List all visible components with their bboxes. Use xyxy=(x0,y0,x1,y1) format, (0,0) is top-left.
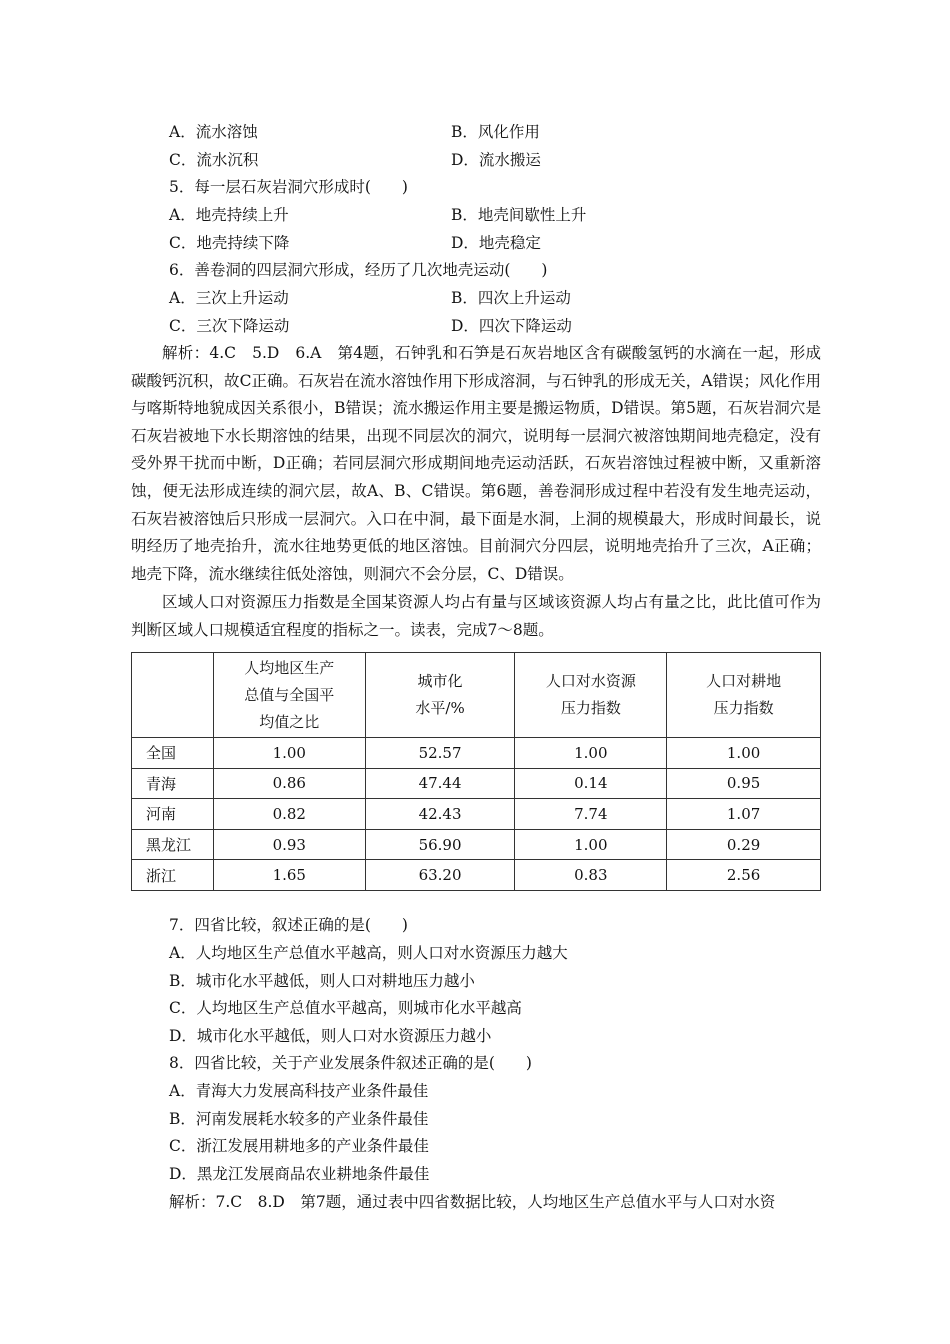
row-region: 河南 xyxy=(132,799,214,830)
table-row xyxy=(132,738,821,769)
q8-option-a: A．青海大力发展高科技产业条件最佳 xyxy=(169,1082,429,1100)
q7-option-c: C．人均地区生产总值水平越高，则城市化水平越高 xyxy=(169,999,522,1017)
header-water-pressure: 人口对水资源 压力指数 xyxy=(515,653,667,738)
row-region: 浙江 xyxy=(132,860,214,891)
q7-option-b: B．城市化水平越低，则人口对耕地压力越小 xyxy=(169,972,475,990)
row-region: 黑龙江 xyxy=(132,829,214,860)
header-empty xyxy=(132,653,214,738)
q5-option-b: B．地壳间歇性上升 xyxy=(451,206,587,224)
cell-farmland-pressure: 0.95 xyxy=(667,768,821,799)
cell-farmland-pressure: 0.29 xyxy=(667,829,821,860)
cell-farmland-pressure: 1.07 xyxy=(667,799,821,830)
table-header-row xyxy=(132,653,821,738)
q6-option-b: B．四次上升运动 xyxy=(451,289,571,307)
cell-urbanization: 42.43 xyxy=(365,799,515,830)
table-row xyxy=(132,799,821,830)
cell-urbanization: 56.90 xyxy=(365,829,515,860)
q6-option-a: A．三次上升运动 xyxy=(169,289,289,307)
cell-gdp-ratio: 0.82 xyxy=(213,799,365,830)
q8-option-c: C．浙江发展用耕地多的产业条件最佳 xyxy=(169,1137,429,1155)
q4-option-a: A．流水溶蚀 xyxy=(169,123,258,141)
cell-gdp-ratio: 0.93 xyxy=(213,829,365,860)
q7-stem: 7．四省比较，叙述正确的是( ) xyxy=(169,916,408,934)
cell-water-pressure: 1.00 xyxy=(515,738,667,769)
cell-urbanization: 52.57 xyxy=(365,738,515,769)
q5-stem: 5．每一层石灰岩洞穴形成时( ) xyxy=(169,178,408,196)
cell-water-pressure: 1.00 xyxy=(515,829,667,860)
cell-urbanization: 63.20 xyxy=(365,860,515,891)
cell-farmland-pressure: 1.00 xyxy=(667,738,821,769)
table-row xyxy=(132,768,821,799)
q6-option-c: C．三次下降运动 xyxy=(169,317,290,335)
analysis-7-8: 解析：7.C 8.D 第7题，通过表中四省数据比较，人均地区生产总值水平与人口对水资 xyxy=(169,1193,776,1211)
analysis-4-6: 解析：4.C 5.D 6.A 第4题，石钟乳和石笋是石灰岩地区含有碳酸氢钙的水滴在一起，形成碳酸钙沉积，故C正确。石灰岩在流水溶蚀作用下形成溶洞，与石钟乳的形成无关，A错误；风化作用与喀斯特地貌成因关系很小，B错误；流水搬运作用主要是搬运物质，D错误。第5题，石灰岩洞穴是石灰岩被地下水长期溶蚀的结果，出现不同层次的洞穴，说明每一层洞穴被溶蚀期间地壳稳定，没有受外界干扰而中断，D正确；若同层洞穴形成期间地壳运动活跃，石灰岩溶蚀过程被中断，又重新溶蚀，便无法形成连续的洞穴层，故A、B、C错误。第6题，善卷洞形成过程中若没有发生地壳运动，石灰岩被溶蚀后只形成一层洞穴。入口在中洞，最下面是水洞，上洞的规模最大，形成时间最长，说明经历了地壳抬升，流水往地势更低的地区溶蚀。目前洞穴分四层，说明地壳抬升了三次，A正确；地壳下降，流水继续往低处溶蚀，则洞穴不会分层，C、D错误。 xyxy=(131,344,821,583)
cell-farmland-pressure: 2.56 xyxy=(667,860,821,891)
header-urbanization: 城市化 水平/% xyxy=(365,653,515,738)
cell-water-pressure: 7.74 xyxy=(515,799,667,830)
q5-option-d: D．地壳稳定 xyxy=(451,234,541,252)
q5-option-c: C．地壳持续下降 xyxy=(169,234,290,252)
q8-option-d: D．黑龙江发展商品农业耕地条件最佳 xyxy=(169,1165,430,1183)
row-region: 全国 xyxy=(132,738,214,769)
q5-option-a: A．地壳持续上升 xyxy=(169,206,289,224)
q4-option-c: C．流水沉积 xyxy=(169,151,259,169)
q8-stem: 8．四省比较，关于产业发展条件叙述正确的是( ) xyxy=(169,1054,532,1072)
data-table xyxy=(131,652,821,891)
cell-gdp-ratio: 0.86 xyxy=(213,768,365,799)
q6-option-d: D．四次下降运动 xyxy=(451,317,572,335)
q6-stem: 6．善卷洞的四层洞穴形成，经历了几次地壳运动( ) xyxy=(169,261,548,279)
q7-option-a: A．人均地区生产总值水平越高，则人口对水资源压力越大 xyxy=(169,944,568,962)
table-row xyxy=(132,829,821,860)
table-row xyxy=(132,860,821,891)
row-region: 青海 xyxy=(132,768,214,799)
cell-water-pressure: 0.83 xyxy=(515,860,667,891)
cell-water-pressure: 0.14 xyxy=(515,768,667,799)
table-intro: 区域人口对资源压力指数是全国某资源人均占有量与区域该资源人均占有量之比，此比值可作为判断区域人口规模适宜程度的指标之一。读表，完成7～8题。 xyxy=(131,593,821,639)
header-gdp-ratio: 人均地区生产 总值与全国平 均值之比 xyxy=(213,653,365,738)
cell-urbanization: 47.44 xyxy=(365,768,515,799)
q4-option-d: D．流水搬运 xyxy=(451,151,541,169)
q7-option-d: D．城市化水平越低，则人口对水资源压力越小 xyxy=(169,1027,492,1045)
q8-option-b: B．河南发展耗水较多的产业条件最佳 xyxy=(169,1110,429,1128)
header-farmland-pressure: 人口对耕地 压力指数 xyxy=(667,653,821,738)
cell-gdp-ratio: 1.00 xyxy=(213,738,365,769)
cell-gdp-ratio: 1.65 xyxy=(213,860,365,891)
q4-option-b: B．风化作用 xyxy=(451,123,540,141)
